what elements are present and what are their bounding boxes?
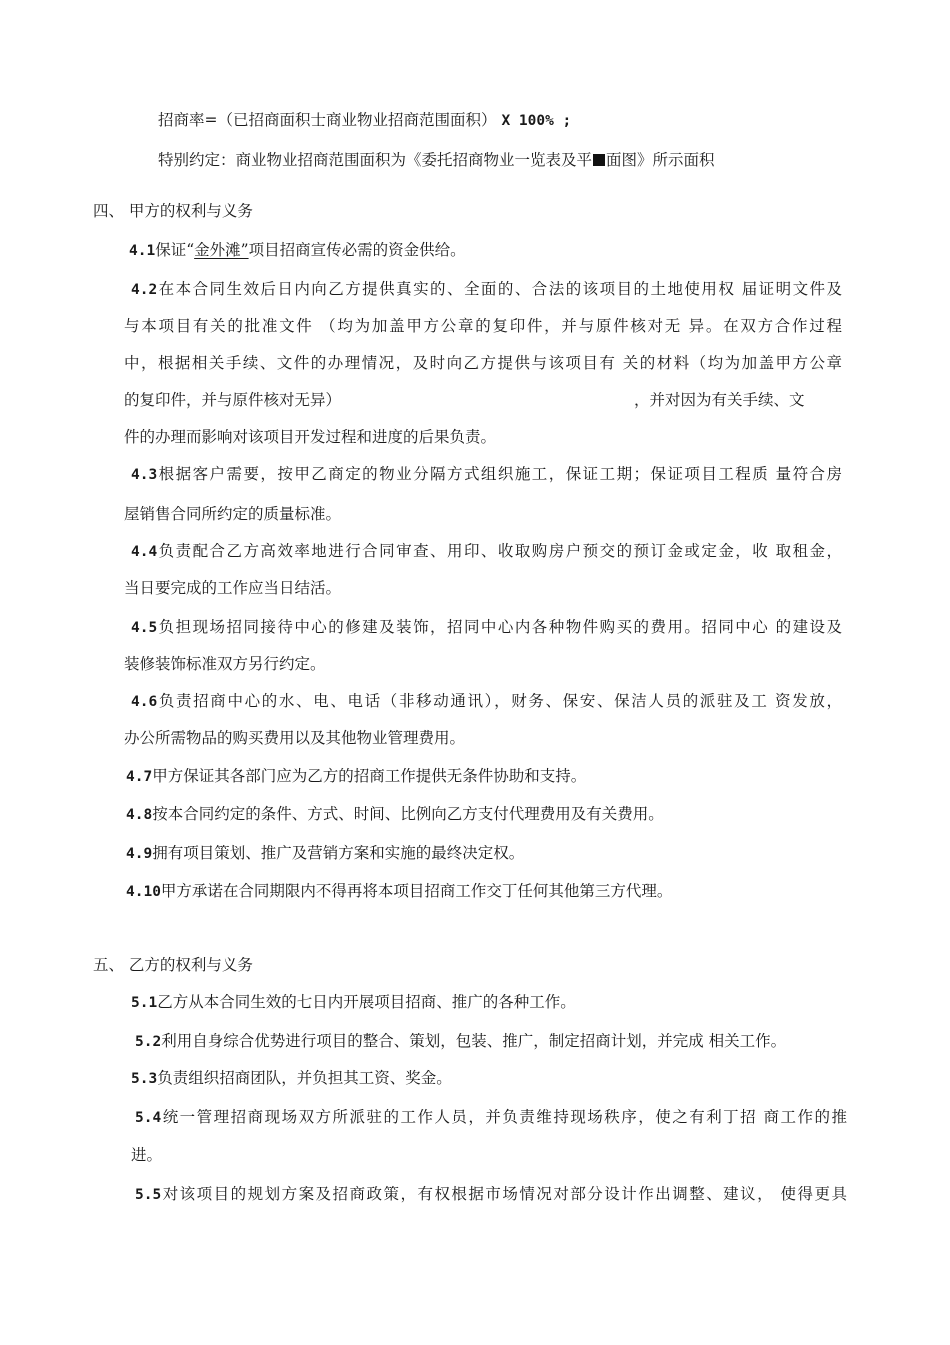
- clause-5-3: [131, 1068, 452, 1089]
- formula-line: [158, 110, 571, 131]
- clause-text: 项目招商宣传必需的资金供给。: [248, 241, 466, 259]
- clause-4-5-line-1: [131, 617, 842, 638]
- clause-4-6-line-2: 办公所需物品的购买费用以及其他物业管理费用。: [124, 729, 466, 747]
- clause-4-1: [129, 240, 466, 261]
- clause-4-2-line-4b: ，并对因为有关手续、文: [634, 391, 805, 409]
- clause-number: 4.10: [126, 884, 161, 900]
- formula-text: 招商率=（已招商面积士商业物业招商范围面积）: [158, 111, 497, 129]
- section-4-heading: 四、 甲方的权利与义务: [93, 202, 253, 220]
- clause-4-4-line-1: [131, 541, 842, 562]
- formula-tail: X 100% ;: [501, 113, 572, 129]
- clause-5-4-line-2: 进。: [131, 1146, 163, 1164]
- clause-text: 负担现场招同接待中心的修建及装饰，招同中心内各种物件购买的费用。招同中心 的建设及: [157, 618, 842, 636]
- clause-number: 4.8: [126, 807, 153, 823]
- clause-4-2-line-4a: 的复印件，并与原件核对无异）: [124, 391, 342, 409]
- clause-5-5: [135, 1184, 847, 1205]
- clause-4-2-line-2: 与本项目有关的批准文件 （均为加盖甲方公章的复印件，并与原件核对无 异。在双方合作过程: [124, 317, 842, 335]
- clause-4-10: [126, 881, 672, 902]
- section-5-heading: 五、 乙方的权利与义务: [93, 956, 253, 974]
- clause-number: 5.1: [131, 995, 158, 1011]
- clause-5-2: [135, 1031, 786, 1052]
- underlined-project-name: 金外滩”: [194, 241, 249, 259]
- clause-text: 负责招商中心的水、电、电话（非移动通讯），财务、保安、保洁人员的派驻及工 资发放，: [157, 692, 842, 710]
- clause-number: 4.5: [131, 620, 158, 636]
- clause-4-4-line-2: 当日要完成的工作应当日结活。: [124, 579, 342, 597]
- clause-4-6-line-1: [131, 691, 842, 712]
- clause-text: 乙方从本合同生效的七日内开展项目招商、推广的各种工作。: [157, 993, 576, 1011]
- clause-4-8: [126, 804, 664, 825]
- clause-4-9: [126, 843, 524, 864]
- clause-text: 利用自身综合优势进行项目的整合、策划，包装、推广，制定招商计划，并完成 相关工作。: [161, 1032, 787, 1050]
- clause-text: 负责组织招商团队，并负担其工资、奖金。: [157, 1069, 452, 1087]
- clause-text: 对该项目的规划方案及招商政策，有权根据市场情况对部分设计作出调整、建议， 使得更具: [161, 1185, 847, 1203]
- clause-text: 按本合同约定的条件、方式、时间、比例向乙方支付代理费用及有关费用。: [152, 805, 664, 823]
- clause-5-4-line-1: [135, 1107, 847, 1128]
- clause-number: 4.1: [129, 243, 156, 259]
- clause-text: 负责配合乙方高效率地进行合同审查、用印、收取购房户预交的预订金或定金，收 取租金，: [157, 542, 842, 560]
- clause-number: 4.4: [131, 544, 158, 560]
- clause-number: 5.5: [135, 1187, 162, 1203]
- special-agreement-prefix: 特别约定：商业物业招商范围面积为《委托招商物业一览表及平: [158, 151, 593, 169]
- clause-4-3-line-2: 屋销售合同所约定的质量标准。: [124, 505, 342, 523]
- clause-text: 甲方保证其各部门应为乙方的招商工作提供无条件协助和支持。: [152, 767, 587, 785]
- clause-number: 4.3: [131, 467, 158, 483]
- clause-4-5-line-2: 装修装饰标准双方另行约定。: [124, 655, 326, 673]
- clause-text: 根据客户需要，按甲乙商定的物业分隔方式组织施工，保证工期；保证项目工程质 量符合房: [157, 465, 842, 483]
- clause-number: 4.9: [126, 846, 153, 862]
- clause-4-2-line-5: 件的办理而影响对该项目开发过程和进度的后果负责。: [124, 428, 497, 446]
- clause-4-3-line-1: [131, 464, 842, 485]
- clause-text: 保证“: [155, 241, 195, 259]
- clause-5-1: [131, 992, 576, 1013]
- clause-number: 5.2: [135, 1034, 162, 1050]
- clause-text: 在本合同生效后日内向乙方提供真实的、全面的、合法的该项目的土地使用权 届证明文件及: [157, 280, 842, 298]
- clause-number: 4.7: [126, 769, 153, 785]
- clause-4-2-line-1: [131, 279, 842, 300]
- clause-number: 5.4: [135, 1110, 162, 1126]
- clause-number: 5.3: [131, 1071, 158, 1087]
- clause-number: 4.6: [131, 694, 158, 710]
- clause-4-7: [126, 766, 586, 787]
- special-agreement-suffix: 面图》所示面积: [606, 151, 715, 169]
- clause-4-2-line-3: 中，根据相关手续、文件的办理情况，及时向乙方提供与该项目有 关的材料（均为加盖甲方公章: [124, 354, 842, 372]
- clause-text: 拥有项目策划、推广及营销方案和实施的最终决定权。: [152, 844, 525, 862]
- clause-text: 甲方承诺在合同期限内不得再将本项目招商工作交丁任何其他第三方代理。: [160, 882, 673, 900]
- black-square-glyph: [593, 154, 605, 166]
- special-agreement-line: [158, 150, 715, 170]
- clause-number: 4.2: [131, 282, 158, 298]
- clause-text: 统一管理招商现场双方所派驻的工作人员，并负责维持现场秩序，使之有利丁招 商工作的推: [161, 1108, 847, 1126]
